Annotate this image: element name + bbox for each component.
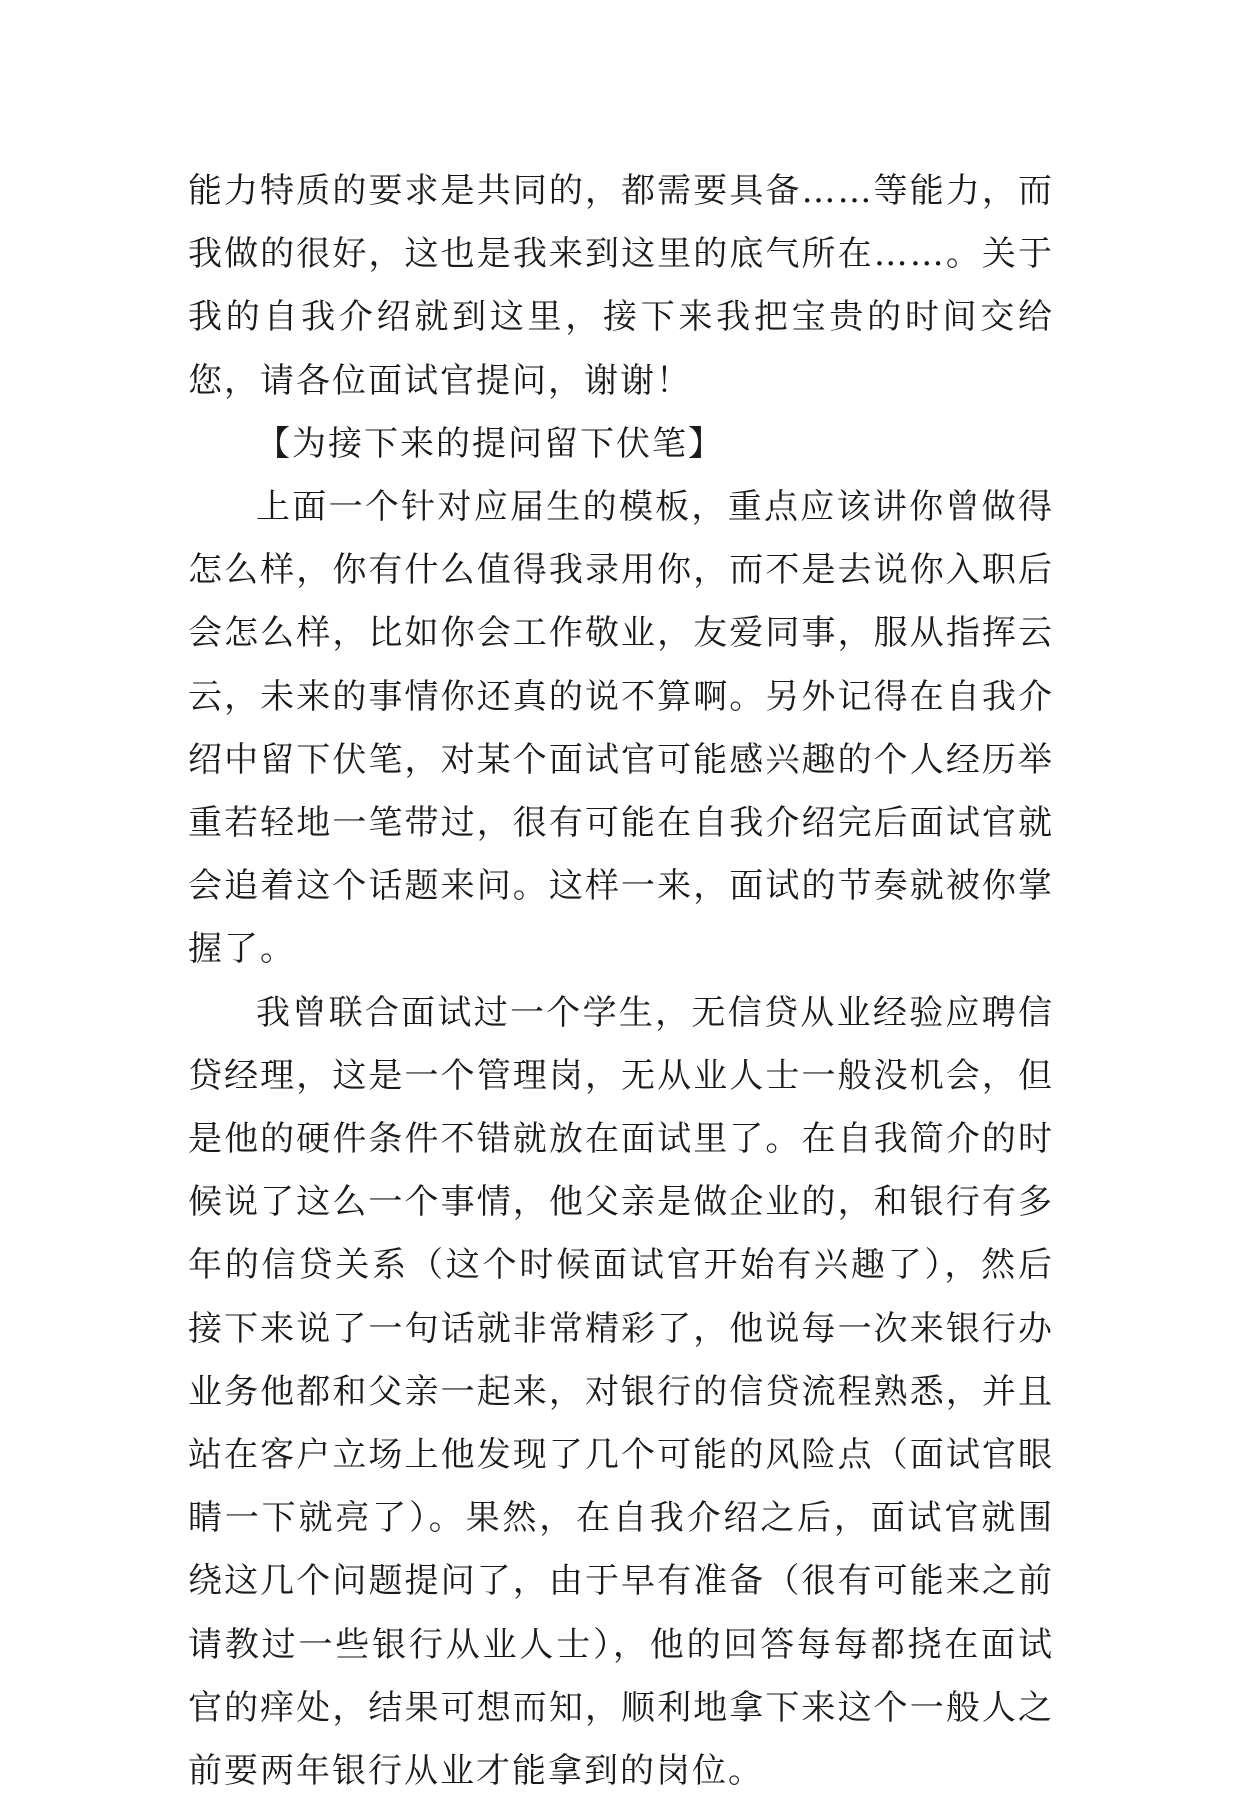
paragraph-template-advice: 上面一个针对应届生的模板，重点应该讲你曾做得怎么样，你有什么值得我录用你，而不是去说你入职后会怎么样，比如你会工作敬业，友爱同事，服从指挥云云，未来的事情你还真的说不算啊。另外记得在自我介绍中留下伏笔，对某个面试官可能感兴趣的个人经历举重若轻地一笔带过，很有可能在自我介绍完后面试官就会追着这个话题来问。这样一来，面试的节奏就被你掌握了。 bbox=[188, 487, 1054, 970]
paragraph-continuation: 能力特质的要求是共同的，都需要具备……等能力，而我做的很好，这也是我来到这里的底气所在……。关于我的自我介绍就到这里，接下来我把宝贵的时间交给您，请各位面试官提问，谢谢！ bbox=[188, 171, 1054, 401]
document-body bbox=[188, 160, 1054, 1803]
section-heading: 【为接下来的提问留下伏笔】 bbox=[256, 423, 724, 464]
paragraph-interview-story: 我曾联合面试过一个学生，无信贷从业经验应聘信贷经理，这是一个管理岗，无从业人士一般没机会，但是他的硬件条件不错就放在面试里了。在自我简介的时候说了这么一个事情，他父亲是做企业的，和银行有多年的信贷关系（这个时候面试官开始有兴趣了），然后接下来说了一句话就非常精彩了，他说每一次来银行办业务他都和父亲一起来，对银行的信贷流程熟悉，并且站在客户立场上他发现了几个可能的风险点（面试官眼睛一下就亮了）。果然，在自我介绍之后，面试官就围绕这几个问题提问了，由于早有准备（很有可能来之前请教过一些银行从业人士），他的回答每每都挠在面试官的痒处，结果可想而知，顺利地拿下来这个一般人之前要两年银行从业才能拿到的岗位。 bbox=[188, 992, 1054, 1792]
